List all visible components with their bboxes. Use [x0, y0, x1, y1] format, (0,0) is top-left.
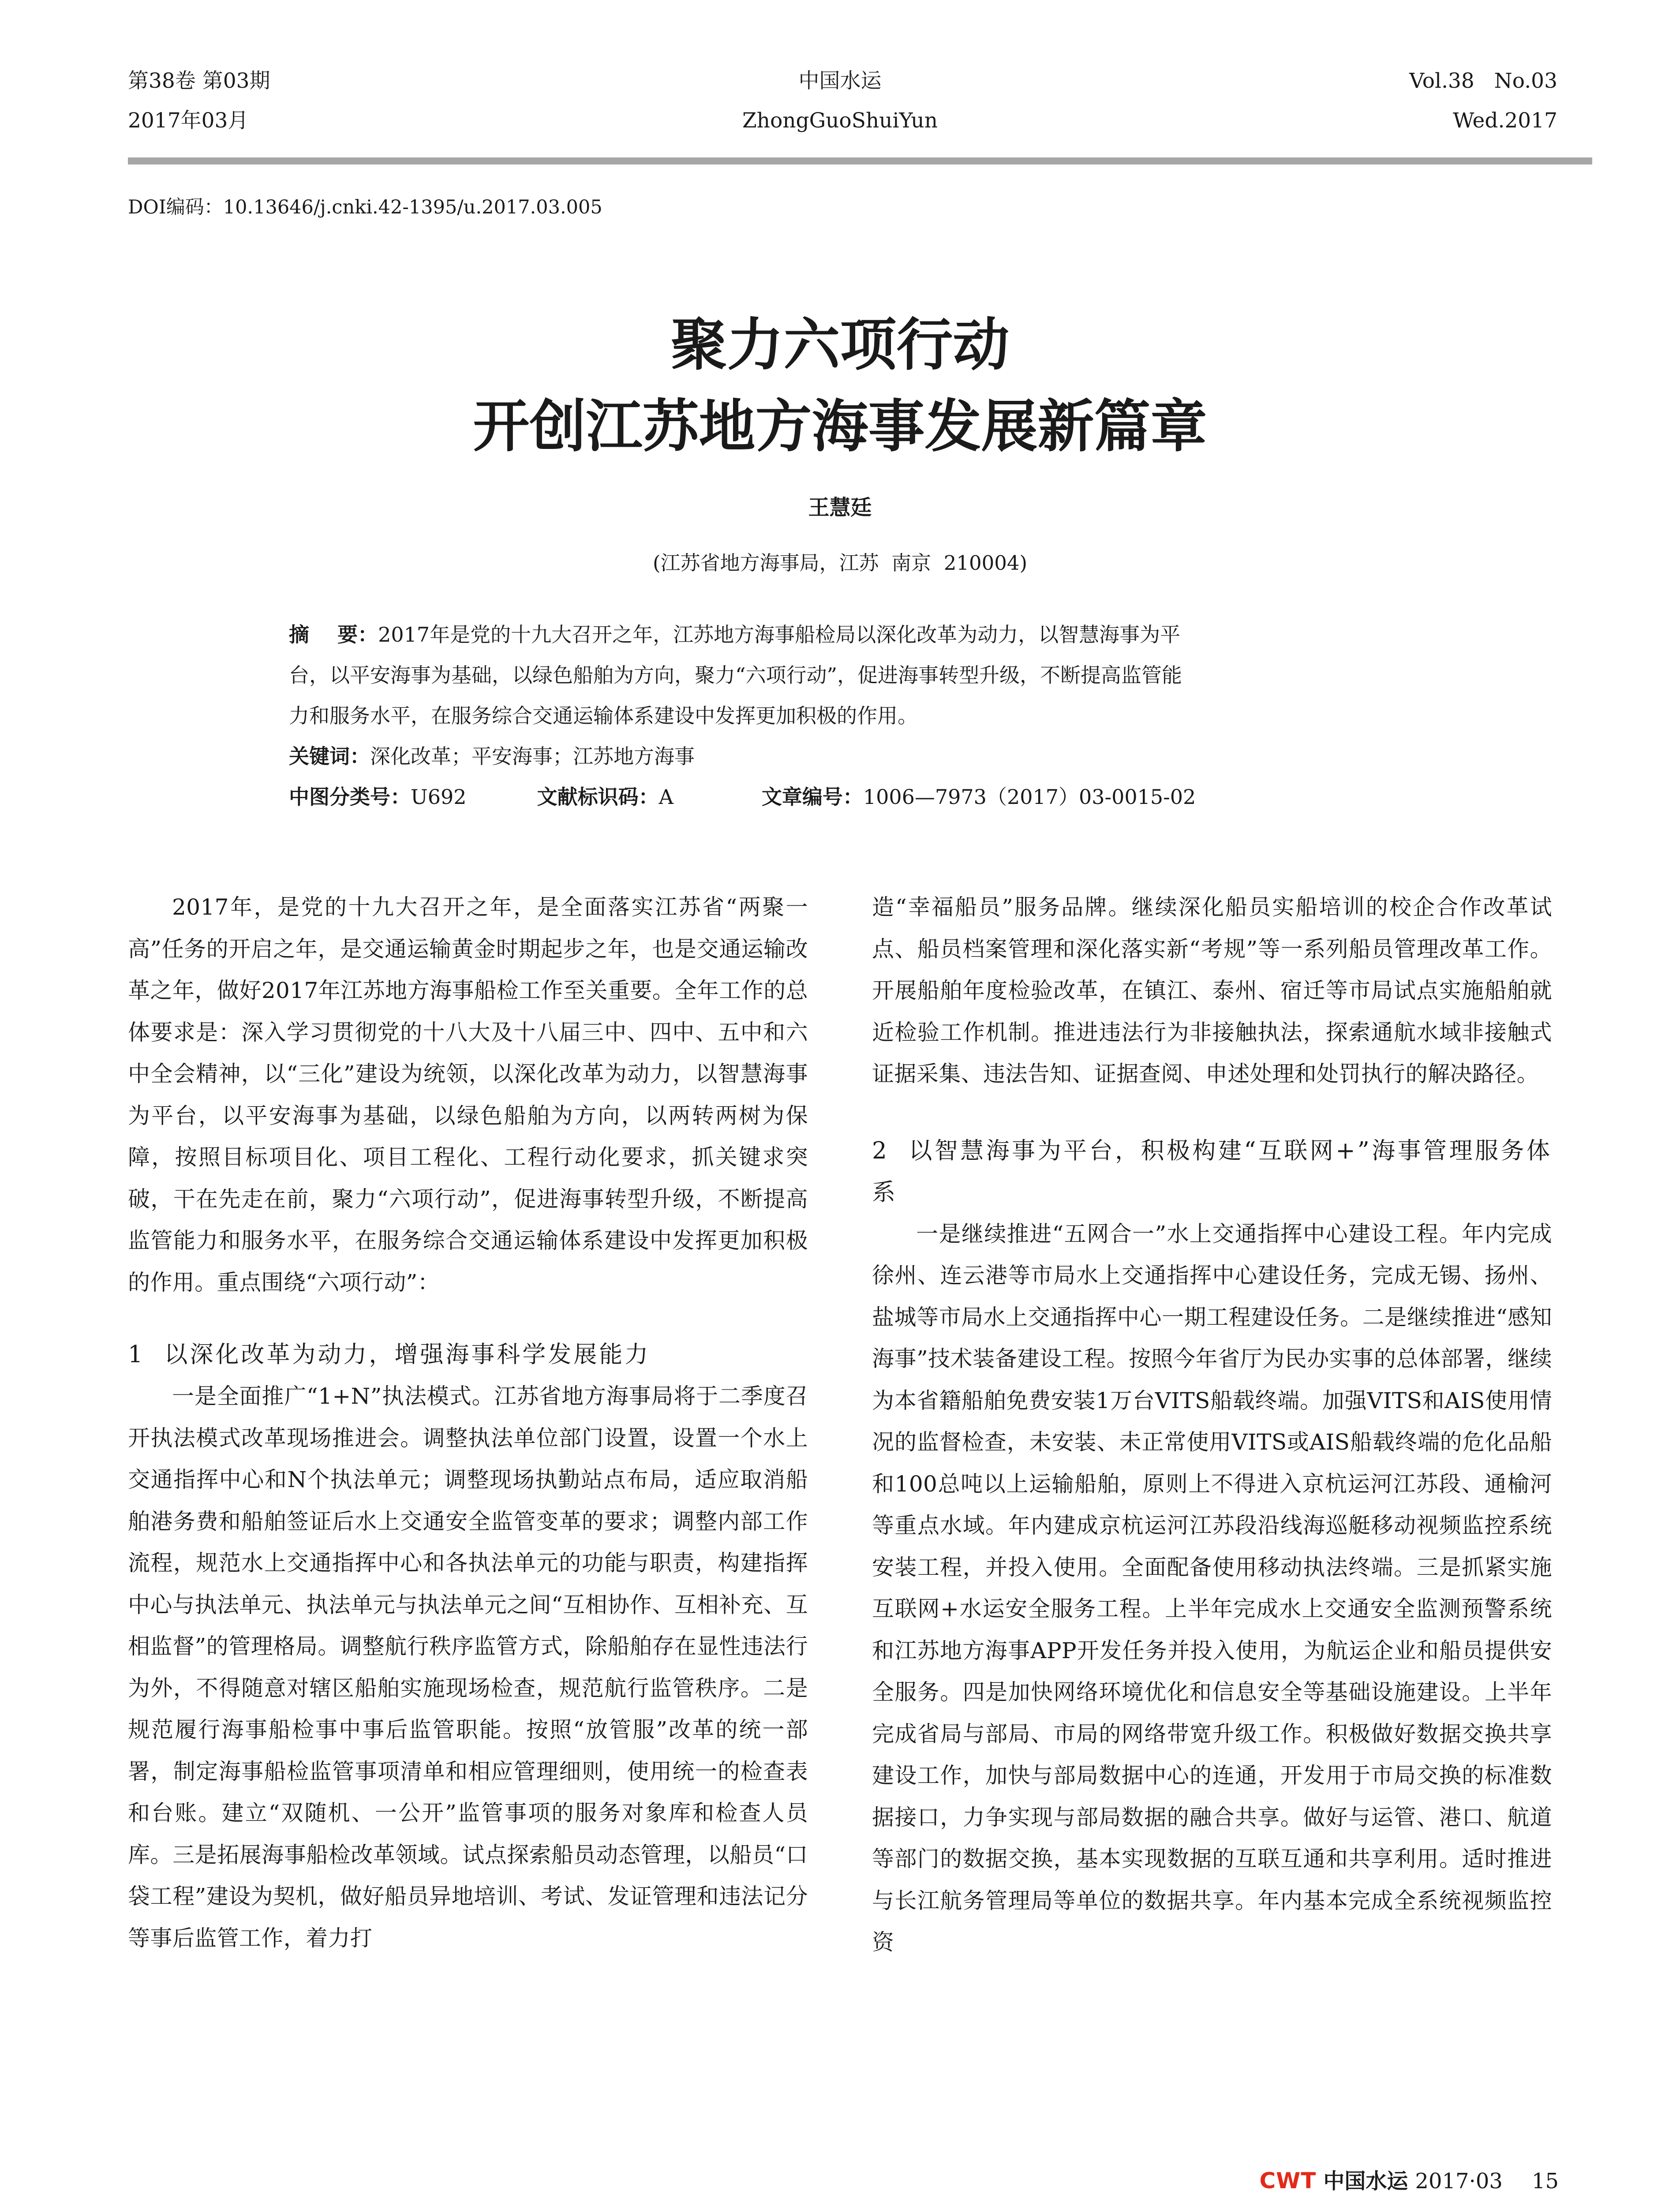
keywords-text: 深化改革；平安海事；江苏地方海事 — [370, 744, 695, 768]
right-column — [872, 886, 1552, 1963]
left-column — [128, 886, 808, 1959]
author: 王慧廷 — [808, 495, 872, 520]
header-journal-pinyin: ZhongGuoShuiYun — [742, 108, 938, 133]
abstract-label: 摘 要： — [289, 623, 378, 647]
abstract-line-2: 台，以平安海事为基础，以绿色船舶为方向，聚力“六项行动”，促进海事转型升级，不断提高监管能 — [289, 663, 1182, 687]
article-no-value: 1006—7973（2017）03-0015-02 — [863, 785, 1196, 809]
doi: DOI编码：10.13646/j.cnki.42-1395/u.2017.03.005 — [128, 196, 602, 218]
classification — [289, 777, 1400, 817]
header-volume-issue-en: Vol.38 No.03 — [1409, 69, 1557, 93]
page-footer — [1259, 2164, 1559, 2194]
clc-label: 中图分类号： — [289, 785, 411, 809]
section-2-body: 一是继续推进“五网合一”水上交通指挥中心建设工程。年内完成徐州、连云港等市局水上交通指挥中心建设任务，完成无锡、扬州、盐城等市局水上交通指挥中心一期工程建设任务。二是继续推进“感知海事”技术装备建设工程。按照今年省厅为民办实事的总体部署，继续为本省籍船舶免费安装1万台VITS船载终端。加强VITS和AIS使用情况的监督检查，未安装、未正常使用VITS或AIS船载终端的危化品船和100总吨以上运输船舶，原则上不得进入京杭运河江苏段、通榆河等重点水域。年内建成京杭运河江苏段沿线海巡艇移动视频监控系统安装工程，并投入使用。全面配备使用移动执法终端。三是抓紧实施互联网+水运安全服务工程。上半年完成水上交通安全监测预警系统和江苏地方海事APP开发任务并投入使用，为航运企业和船员提供安全服务。四是加快网络环境优化和信息安全等基础设施建设。上半年完成省局与部局、市局的网络带宽升级工作。积极做好数据交换共享建设工作，加快与部局数据中心的连通，开发用于市局交换的标准数据接口，力争实现与部局数据的融合共享。做好与运管、港口、航道等部门的数据交换，基本实现数据的互联互通和共享利用。适时推进与长江航务管理局等单位的数据共享。年内基本完成全系统视频监控资 — [872, 1221, 1552, 1955]
continued-paragraph: 造“幸福船员”服务品牌。继续深化船员实船培训的校企合作改革试点、船员档案管理和深化落实新“考规”等一系列船员管理改革工作。开展船舶年度检验改革，在镇江、泰州、宿迁等市局试点实施船舶就近检验工作机制。推进违法行为非接触执法，探索通航水域非接触式证据采集、违法告知、证据查阅、申述处理和处罚执行的解决路径。 — [872, 894, 1552, 1087]
keywords — [289, 736, 1400, 777]
section-1-body: 一是全面推广“1+N”执法模式。江苏省地方海事局将于二季度召开执法模式改革现场推进会。调整执法单位部门设置，设置一个水上交通指挥中心和N个执法单元；调整现场执勤站点布局，适应取消船舶港务费和船舶签证后水上交通安全监管变革的要求；调整内部工作流程，规范水上交通指挥中心和各执法单元的功能与职责，构建指挥中心与执法单元、执法单元与执法单元之间“互相协作、互相补充、互相监督”的管理格局。调整航行秩序监管方式，除船舶存在显性违法行为外，不得随意对辖区船舶实施现场检查，规范航行监管秩序。二是规范履行海事船检事中事后监管职能。按照“放管服”改革的统一部署，制定海事船检监管事项清单和相应管理细则，使用统一的检查表和台账。建立“双随机、一公开”监管事项的服务对象库和检查人员库。三是拓展海事船检改革领域。试点探索船员动态管理，以船员“口袋工程”建设为契机，做好船员异地培训、考试、发证管理和违法记分等事后监管工作，着力打 — [128, 1383, 808, 1951]
header-divider — [128, 157, 1592, 164]
header-date: 2017年03月 — [128, 108, 249, 133]
footer-issue: 2017·03 — [1415, 2169, 1503, 2194]
article-no-label: 文章编号： — [761, 785, 863, 809]
title-line-2: 开创江苏地方海事发展新篇章 — [473, 393, 1207, 460]
footer-journal-name: 中国水运 — [1323, 2169, 1408, 2194]
page-number: 15 — [1531, 2169, 1559, 2194]
keywords-label: 关键词： — [289, 744, 370, 768]
abstract-line-3: 力和服务水平，在服务综合交通运输体系建设中发挥更加积极的作用。 — [289, 704, 918, 728]
intro-paragraph: 2017年，是党的十九大召开之年，是全面落实江苏省“两聚一高”任务的开启之年，是交通运输黄金时期起步之年，也是交通运输改革之年，做好2017年江苏地方海事船检工作至关重要。全年工作的总体要求是：深入学习贯彻党的十八大及十八届三中、四中、五中和六中全会精神，以“三化”建设为统领，以深化改革为动力，以智慧海事为平台，以平安海事为基础，以绿色船舶为方向，以两转两树为保障，按照目标项目化、项目工程化、工程行动化要求，抓关键求突破，干在先走在前，聚力“六项行动”，促进海事转型升级，不断提高监管能力和服务水平，在服务综合交通运输体系建设中发挥更加积极的作用。重点围绕“六项行动”： — [128, 894, 808, 1295]
clc-value: U692 — [411, 785, 467, 809]
section-1-heading: 1 以深化改革为动力，增强海事科学发展能力 — [128, 1341, 651, 1368]
affiliation: (江苏省地方海事局，江苏 南京 210004) — [652, 551, 1028, 575]
header-volume-issue: 第38卷 第03期 — [128, 69, 270, 93]
title-line-1: 聚力六项行动 — [670, 312, 1010, 378]
abstract-line-1: 摘 要：2017年是党的十九大召开之年，江苏地方海事船检局以深化改革为动力，以智慧海事为平 — [289, 623, 1181, 647]
header-journal-name: 中国水运 — [798, 69, 882, 93]
header-date-en: Wed.2017 — [1453, 108, 1557, 133]
cwt-logo: CWT — [1259, 2168, 1317, 2194]
doc-code-value: A — [659, 785, 673, 809]
section-2-heading: 2 以智慧海事为平台，积极构建“互联网+”海事管理服务体系 — [872, 1137, 1552, 1206]
abstract — [289, 614, 1400, 817]
doc-code-label: 文献标识码： — [537, 785, 659, 809]
